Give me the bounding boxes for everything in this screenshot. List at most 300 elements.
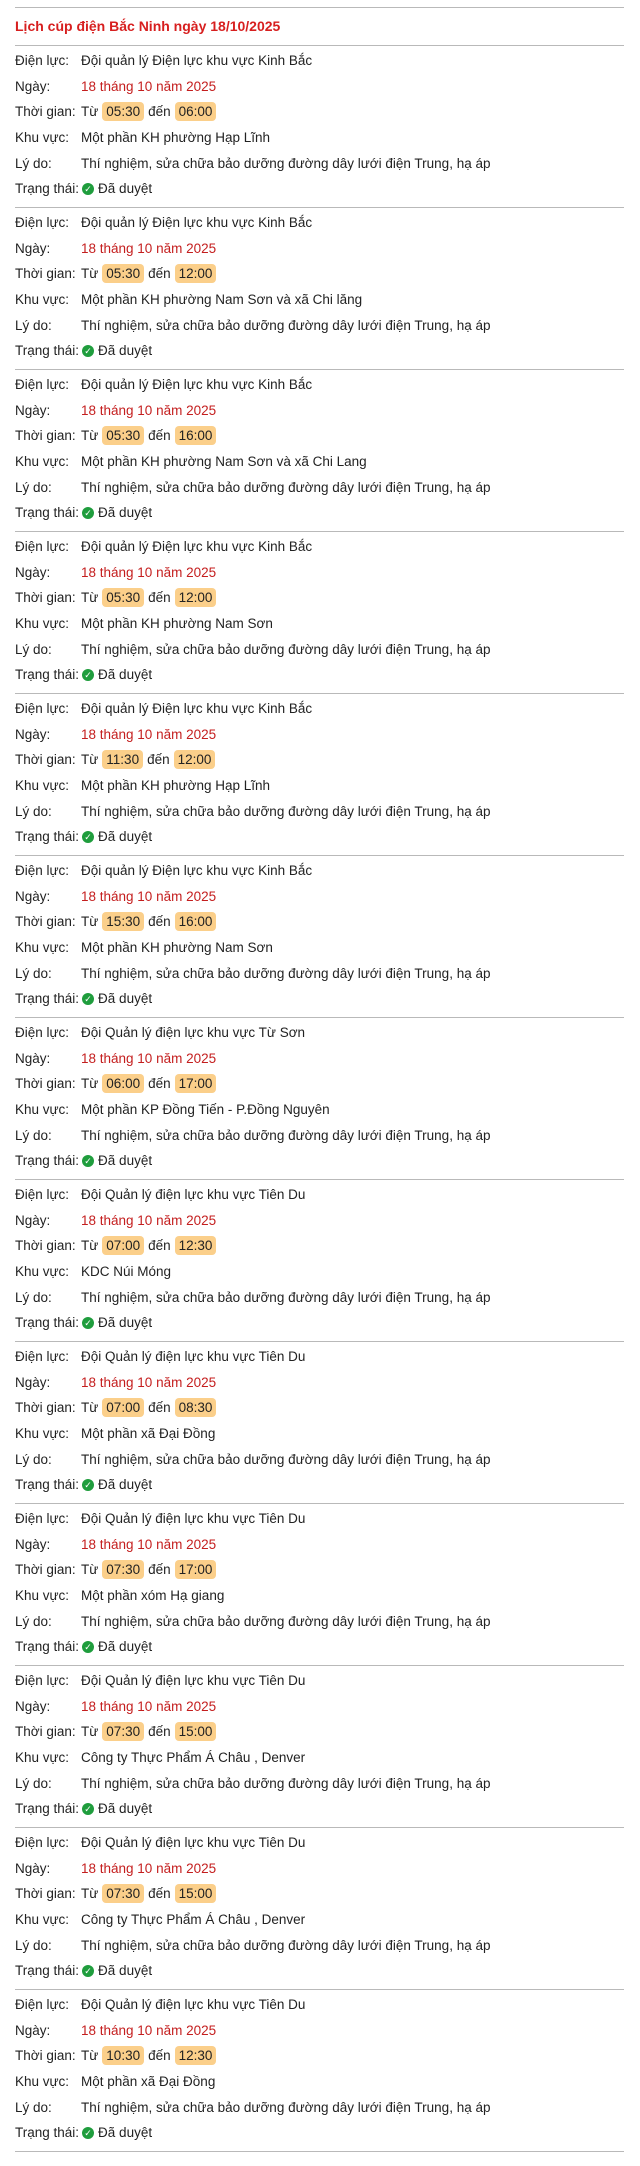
reason-value: Thí nghiệm, sửa chữa bảo dưỡng đường dây lưới điện Trung, hạ áp — [81, 1451, 491, 1467]
status-badge — [82, 1801, 152, 1816]
end-time-chip: 12:00 — [175, 264, 217, 283]
area-label: Khu vực: — [15, 616, 70, 632]
status-value: Đã duyệt — [98, 343, 153, 359]
reason-value: Thí nghiệm, sửa chữa bảo dưỡng đường dây lưới điện Trung, hạ áp — [81, 1937, 491, 1953]
time-row — [15, 1881, 624, 1907]
page-title: Lịch cúp điện Bắc Ninh ngày 18/10/2025 — [15, 8, 624, 46]
date-row — [15, 1370, 624, 1396]
time-range — [81, 102, 220, 121]
status-value: Đã duyệt — [98, 505, 153, 521]
time-range — [81, 1398, 220, 1417]
to-word: đến — [148, 104, 171, 120]
unit-label: Điện lực: — [15, 377, 70, 393]
start-time-chip: 05:30 — [102, 102, 144, 121]
area-row — [15, 1907, 624, 1933]
from-word: Từ — [81, 1238, 99, 1254]
to-word: đến — [148, 914, 171, 930]
from-word: Từ — [81, 2048, 99, 2064]
date-value: 18 tháng 10 năm 2025 — [81, 78, 217, 94]
area-row — [15, 773, 624, 799]
status-badge — [82, 181, 152, 196]
status-badge — [82, 1153, 152, 1168]
status-badge — [82, 1477, 152, 1492]
date-label: Ngày: — [15, 1050, 51, 1066]
reason-row — [15, 2094, 624, 2120]
start-time-chip: 05:30 — [102, 426, 144, 445]
end-time-chip: 12:00 — [175, 588, 217, 607]
date-label: Ngày: — [15, 78, 51, 94]
status-value: Đã duyệt — [98, 2125, 153, 2141]
reason-value: Thí nghiệm, sửa chữa bảo dưỡng đường dây lưới điện Trung, hạ áp — [81, 1289, 491, 1305]
area-label: Khu vực: — [15, 1102, 70, 1118]
unit-row — [15, 48, 624, 74]
date-value: 18 tháng 10 năm 2025 — [81, 240, 217, 256]
reason-row — [15, 1284, 624, 1310]
reason-row — [15, 150, 624, 176]
area-row — [15, 1421, 624, 1447]
status-badge — [82, 991, 152, 1006]
status-value: Đã duyệt — [98, 1639, 153, 1655]
area-label: Khu vực: — [15, 1588, 70, 1604]
area-row — [15, 125, 624, 151]
status-label: Trạng thái: — [15, 667, 80, 683]
area-value: Một phần KP Đồng Tiến - P.Đồng Nguyên — [81, 1102, 330, 1118]
date-value: 18 tháng 10 năm 2025 — [81, 888, 217, 904]
area-row — [15, 1097, 624, 1123]
unit-row — [15, 372, 624, 398]
status-row — [15, 1796, 624, 1822]
reason-label: Lý do: — [15, 641, 52, 657]
from-word: Từ — [81, 1076, 99, 1092]
reason-row — [15, 636, 624, 662]
check-circle-icon: ✓ — [82, 669, 94, 681]
area-value: Một phần KH phường Hạp Lĩnh — [81, 130, 271, 146]
start-time-chip: 11:30 — [102, 750, 143, 769]
reason-row — [15, 1608, 624, 1634]
time-label: Thời gian: — [15, 1562, 76, 1578]
date-label: Ngày: — [15, 1212, 51, 1228]
end-time-chip: 12:30 — [175, 2046, 217, 2065]
reason-value: Thí nghiệm, sửa chữa bảo dưỡng đường dây lưới điện Trung, hạ áp — [81, 641, 491, 657]
status-label: Trạng thái: — [15, 1963, 80, 1979]
status-value: Đã duyệt — [98, 991, 153, 1007]
time-row — [15, 1719, 624, 1745]
time-row — [15, 585, 624, 611]
reason-label: Lý do: — [15, 1289, 52, 1305]
date-row — [15, 2018, 624, 2044]
time-row — [15, 1071, 624, 1097]
unit-value: Đội quản lý Điện lực khu vực Kinh Bắc — [81, 53, 313, 69]
from-word: Từ — [81, 1886, 99, 1902]
unit-label: Điện lực: — [15, 701, 70, 717]
status-badge — [82, 505, 152, 520]
status-badge — [82, 343, 152, 358]
end-time-chip: 15:00 — [175, 1722, 217, 1741]
unit-value: Đội Quản lý điện lực khu vực Tiên Du — [81, 1511, 306, 1527]
status-badge — [82, 829, 152, 844]
status-value: Đã duyệt — [98, 1963, 153, 1979]
time-label: Thời gian: — [15, 1076, 76, 1092]
unit-value: Đội Quản lý điện lực khu vực Tiên Du — [81, 1673, 306, 1689]
reason-label: Lý do: — [15, 1775, 52, 1791]
status-row — [15, 662, 624, 688]
unit-value: Đội quản lý Điện lực khu vực Kinh Bắc — [81, 701, 313, 717]
unit-label: Điện lực: — [15, 863, 70, 879]
unit-row — [15, 696, 624, 722]
area-value: Một phần KH phường Nam Sơn và xã Chi lăng — [81, 292, 363, 308]
time-row — [15, 1395, 624, 1421]
reason-label: Lý do: — [15, 1613, 52, 1629]
end-time-chip: 06:00 — [175, 102, 217, 121]
date-label: Ngày: — [15, 1536, 51, 1552]
status-row — [15, 1472, 624, 1498]
from-word: Từ — [81, 590, 99, 606]
time-range — [81, 1884, 220, 1903]
outage-record — [15, 1018, 624, 1180]
outage-record — [15, 208, 624, 370]
date-row — [15, 1694, 624, 1720]
time-row — [15, 1233, 624, 1259]
unit-row — [15, 534, 624, 560]
unit-row — [15, 1992, 624, 2018]
reason-row — [15, 1446, 624, 1472]
reason-label: Lý do: — [15, 1127, 52, 1143]
status-row — [15, 176, 624, 202]
status-row — [15, 1310, 624, 1336]
reason-row — [15, 312, 624, 338]
outage-record — [15, 532, 624, 694]
reason-row — [15, 474, 624, 500]
outage-record — [15, 1828, 624, 1990]
from-word: Từ — [81, 752, 99, 768]
area-value: Một phần KH phường Nam Sơn và xã Chi Lang — [81, 454, 367, 470]
time-range — [81, 1074, 220, 1093]
unit-label: Điện lực: — [15, 1673, 70, 1689]
area-row — [15, 1583, 624, 1609]
to-word: đến — [148, 1724, 171, 1740]
unit-value: Đội quản lý Điện lực khu vực Kinh Bắc — [81, 215, 313, 231]
date-row — [15, 1856, 624, 1882]
check-circle-icon: ✓ — [82, 1641, 94, 1653]
time-label: Thời gian: — [15, 1886, 76, 1902]
status-value: Đã duyệt — [98, 1477, 153, 1493]
from-word: Từ — [81, 428, 99, 444]
area-row — [15, 2069, 624, 2095]
area-value: Công ty Thực Phẩm Á Châu , Denver — [81, 1912, 306, 1928]
unit-label: Điện lực: — [15, 1835, 70, 1851]
end-time-chip: 17:00 — [175, 1074, 217, 1093]
date-value: 18 tháng 10 năm 2025 — [81, 1698, 217, 1714]
start-time-chip: 06:00 — [102, 1074, 144, 1093]
date-value: 18 tháng 10 năm 2025 — [81, 1050, 217, 1066]
unit-value: Đội Quản lý điện lực khu vực Từ Sơn — [81, 1025, 306, 1041]
time-row — [15, 747, 624, 773]
time-label: Thời gian: — [15, 590, 76, 606]
check-circle-icon: ✓ — [82, 345, 94, 357]
reason-label: Lý do: — [15, 1937, 52, 1953]
start-time-chip: 10:30 — [102, 2046, 144, 2065]
unit-label: Điện lực: — [15, 1349, 70, 1365]
date-value: 18 tháng 10 năm 2025 — [81, 1860, 217, 1876]
date-label: Ngày: — [15, 1698, 51, 1714]
unit-label: Điện lực: — [15, 215, 70, 231]
reason-label: Lý do: — [15, 965, 52, 981]
time-row — [15, 1557, 624, 1583]
from-word: Từ — [81, 1724, 99, 1740]
status-row — [15, 824, 624, 850]
area-value: Một phần KH phường Nam Sơn — [81, 616, 273, 632]
reason-label: Lý do: — [15, 803, 52, 819]
end-time-chip: 12:30 — [175, 1236, 217, 1255]
date-row — [15, 1208, 624, 1234]
from-word: Từ — [81, 104, 99, 120]
status-value: Đã duyệt — [98, 181, 153, 197]
date-row — [15, 560, 624, 586]
status-row — [15, 1634, 624, 1660]
status-label: Trạng thái: — [15, 181, 80, 197]
time-label: Thời gian: — [15, 428, 76, 444]
status-value: Đã duyệt — [98, 1801, 153, 1817]
check-circle-icon: ✓ — [82, 1155, 94, 1167]
end-time-chip: 16:00 — [175, 426, 217, 445]
date-label: Ngày: — [15, 1860, 51, 1876]
from-word: Từ — [81, 914, 99, 930]
reason-value: Thí nghiệm, sửa chữa bảo dưỡng đường dây lưới điện Trung, hạ áp — [81, 1613, 491, 1629]
unit-value: Đội Quản lý điện lực khu vực Tiên Du — [81, 1349, 306, 1365]
date-value: 18 tháng 10 năm 2025 — [81, 402, 217, 418]
end-time-chip: 08:30 — [175, 1398, 217, 1417]
check-circle-icon: ✓ — [82, 1317, 94, 1329]
status-badge — [82, 1315, 152, 1330]
outage-record — [15, 1342, 624, 1504]
time-range — [81, 750, 219, 769]
unit-row — [15, 210, 624, 236]
start-time-chip: 05:30 — [102, 588, 144, 607]
time-range — [81, 588, 220, 607]
unit-value: Đội quản lý Điện lực khu vực Kinh Bắc — [81, 863, 313, 879]
from-word: Từ — [81, 1562, 99, 1578]
start-time-chip: 07:30 — [102, 1560, 144, 1579]
area-label: Khu vực: — [15, 1912, 70, 1928]
time-row — [15, 2043, 624, 2069]
from-word: Từ — [81, 1400, 99, 1416]
reason-value: Thí nghiệm, sửa chữa bảo dưỡng đường dây lưới điện Trung, hạ áp — [81, 1127, 491, 1143]
status-label: Trạng thái: — [15, 1315, 80, 1331]
status-label: Trạng thái: — [15, 1801, 80, 1817]
reason-value: Thí nghiệm, sửa chữa bảo dưỡng đường dây lưới điện Trung, hạ áp — [81, 803, 491, 819]
unit-row — [15, 1668, 624, 1694]
unit-label: Điện lực: — [15, 53, 70, 69]
reason-value: Thí nghiệm, sửa chữa bảo dưỡng đường dây lưới điện Trung, hạ áp — [81, 965, 491, 981]
date-row — [15, 74, 624, 100]
date-row — [15, 1046, 624, 1072]
status-value: Đã duyệt — [98, 829, 153, 845]
date-row — [15, 398, 624, 424]
to-word: đến — [148, 1886, 171, 1902]
area-value: Một phần KH phường Nam Sơn — [81, 940, 273, 956]
check-circle-icon: ✓ — [82, 2127, 94, 2139]
unit-row — [15, 858, 624, 884]
area-label: Khu vực: — [15, 1750, 70, 1766]
date-row — [15, 236, 624, 262]
unit-value: Đội Quản lý điện lực khu vực Tiên Du — [81, 1997, 306, 2013]
outage-record — [15, 46, 624, 208]
time-range — [81, 1560, 220, 1579]
status-label: Trạng thái: — [15, 1639, 80, 1655]
outage-record — [15, 1990, 624, 2152]
time-range — [81, 912, 220, 931]
from-word: Từ — [81, 266, 99, 282]
time-label: Thời gian: — [15, 1400, 76, 1416]
check-circle-icon: ✓ — [82, 993, 94, 1005]
status-value: Đã duyệt — [98, 1153, 153, 1169]
outage-record — [15, 694, 624, 856]
status-label: Trạng thái: — [15, 2125, 80, 2141]
status-badge — [82, 2125, 152, 2140]
date-label: Ngày: — [15, 726, 51, 742]
status-badge — [82, 667, 152, 682]
status-row — [15, 1958, 624, 1984]
time-label: Thời gian: — [15, 914, 76, 930]
date-row — [15, 884, 624, 910]
area-label: Khu vực: — [15, 454, 70, 470]
reason-label: Lý do: — [15, 479, 52, 495]
unit-value: Đội Quản lý điện lực khu vực Tiên Du — [81, 1835, 306, 1851]
date-value: 18 tháng 10 năm 2025 — [81, 726, 217, 742]
unit-row — [15, 1182, 624, 1208]
check-circle-icon: ✓ — [82, 1965, 94, 1977]
date-label: Ngày: — [15, 240, 51, 256]
unit-row — [15, 1830, 624, 1856]
date-label: Ngày: — [15, 402, 51, 418]
to-word: đến — [148, 1562, 171, 1578]
status-row — [15, 1148, 624, 1174]
to-word: đến — [147, 752, 170, 768]
reason-value: Thí nghiệm, sửa chữa bảo dưỡng đường dây lưới điện Trung, hạ áp — [81, 317, 491, 333]
date-value: 18 tháng 10 năm 2025 — [81, 2022, 217, 2038]
unit-label: Điện lực: — [15, 1997, 70, 2013]
reason-row — [15, 1932, 624, 1958]
check-circle-icon: ✓ — [82, 1803, 94, 1815]
area-label: Khu vực: — [15, 1264, 70, 1280]
end-time-chip: 15:00 — [175, 1884, 217, 1903]
area-label: Khu vực: — [15, 130, 70, 146]
date-label: Ngày: — [15, 2022, 51, 2038]
area-value: Một phần xã Đại Đồng — [81, 2074, 216, 2090]
area-row — [15, 611, 624, 637]
to-word: đến — [148, 1400, 171, 1416]
end-time-chip: 17:00 — [175, 1560, 217, 1579]
area-row — [15, 1745, 624, 1771]
date-row — [15, 1532, 624, 1558]
status-row — [15, 2120, 624, 2146]
reason-label: Lý do: — [15, 155, 52, 171]
time-label: Thời gian: — [15, 104, 76, 120]
date-value: 18 tháng 10 năm 2025 — [81, 564, 217, 580]
time-range — [81, 1722, 220, 1741]
check-circle-icon: ✓ — [82, 183, 94, 195]
outage-record — [15, 1180, 624, 1342]
time-range — [81, 1236, 220, 1255]
unit-value: Đội quản lý Điện lực khu vực Kinh Bắc — [81, 539, 313, 555]
to-word: đến — [148, 428, 171, 444]
unit-row — [15, 1506, 624, 1532]
status-row — [15, 986, 624, 1012]
time-row — [15, 909, 624, 935]
date-row — [15, 722, 624, 748]
status-value: Đã duyệt — [98, 1315, 153, 1331]
area-row — [15, 1259, 624, 1285]
to-word: đến — [148, 266, 171, 282]
time-label: Thời gian: — [15, 1724, 76, 1740]
reason-value: Thí nghiệm, sửa chữa bảo dưỡng đường dây lưới điện Trung, hạ áp — [81, 155, 491, 171]
start-time-chip: 05:30 — [102, 264, 144, 283]
time-range — [81, 426, 220, 445]
unit-label: Điện lực: — [15, 1511, 70, 1527]
area-value: Một phần KH phường Hạp Lĩnh — [81, 778, 271, 794]
time-label: Thời gian: — [15, 1238, 76, 1254]
unit-label: Điện lực: — [15, 1025, 70, 1041]
date-label: Ngày: — [15, 564, 51, 580]
unit-label: Điện lực: — [15, 1187, 70, 1203]
outage-list — [15, 46, 624, 2152]
unit-row — [15, 1020, 624, 1046]
to-word: đến — [148, 1076, 171, 1092]
time-range — [81, 264, 220, 283]
time-label: Thời gian: — [15, 2048, 76, 2064]
outage-record — [15, 856, 624, 1018]
outage-record — [15, 370, 624, 532]
to-word: đến — [148, 2048, 171, 2064]
area-value: KDC Núi Móng — [81, 1264, 172, 1280]
reason-value: Thí nghiệm, sửa chữa bảo dưỡng đường dây lưới điện Trung, hạ áp — [81, 2099, 491, 2115]
unit-value: Đội quản lý Điện lực khu vực Kinh Bắc — [81, 377, 313, 393]
area-row — [15, 935, 624, 961]
check-circle-icon: ✓ — [82, 507, 94, 519]
unit-row — [15, 1344, 624, 1370]
area-row — [15, 287, 624, 313]
start-time-chip: 07:00 — [102, 1398, 144, 1417]
reason-label: Lý do: — [15, 2099, 52, 2115]
date-value: 18 tháng 10 năm 2025 — [81, 1212, 217, 1228]
area-label: Khu vực: — [15, 292, 70, 308]
outage-record — [15, 1666, 624, 1828]
area-row — [15, 449, 624, 475]
reason-label: Lý do: — [15, 317, 52, 333]
start-time-chip: 15:30 — [102, 912, 144, 931]
status-label: Trạng thái: — [15, 1153, 80, 1169]
reason-row — [15, 798, 624, 824]
area-value: Một phần xóm Hạ giang — [81, 1588, 225, 1604]
status-row — [15, 338, 624, 364]
start-time-chip: 07:00 — [102, 1236, 144, 1255]
status-value: Đã duyệt — [98, 667, 153, 683]
area-value: Một phần xã Đại Đồng — [81, 1426, 216, 1442]
time-row — [15, 423, 624, 449]
start-time-chip: 07:30 — [102, 1884, 144, 1903]
area-label: Khu vực: — [15, 940, 70, 956]
end-time-chip: 12:00 — [174, 750, 216, 769]
status-label: Trạng thái: — [15, 1477, 80, 1493]
reason-label: Lý do: — [15, 1451, 52, 1467]
reason-value: Thí nghiệm, sửa chữa bảo dưỡng đường dây lưới điện Trung, hạ áp — [81, 479, 491, 495]
outage-record — [15, 1504, 624, 1666]
reason-value: Thí nghiệm, sửa chữa bảo dưỡng đường dây lưới điện Trung, hạ áp — [81, 1775, 491, 1791]
reason-row — [15, 1770, 624, 1796]
date-label: Ngày: — [15, 1374, 51, 1390]
area-value: Công ty Thực Phẩm Á Châu , Denver — [81, 1750, 306, 1766]
time-label: Thời gian: — [15, 752, 76, 768]
